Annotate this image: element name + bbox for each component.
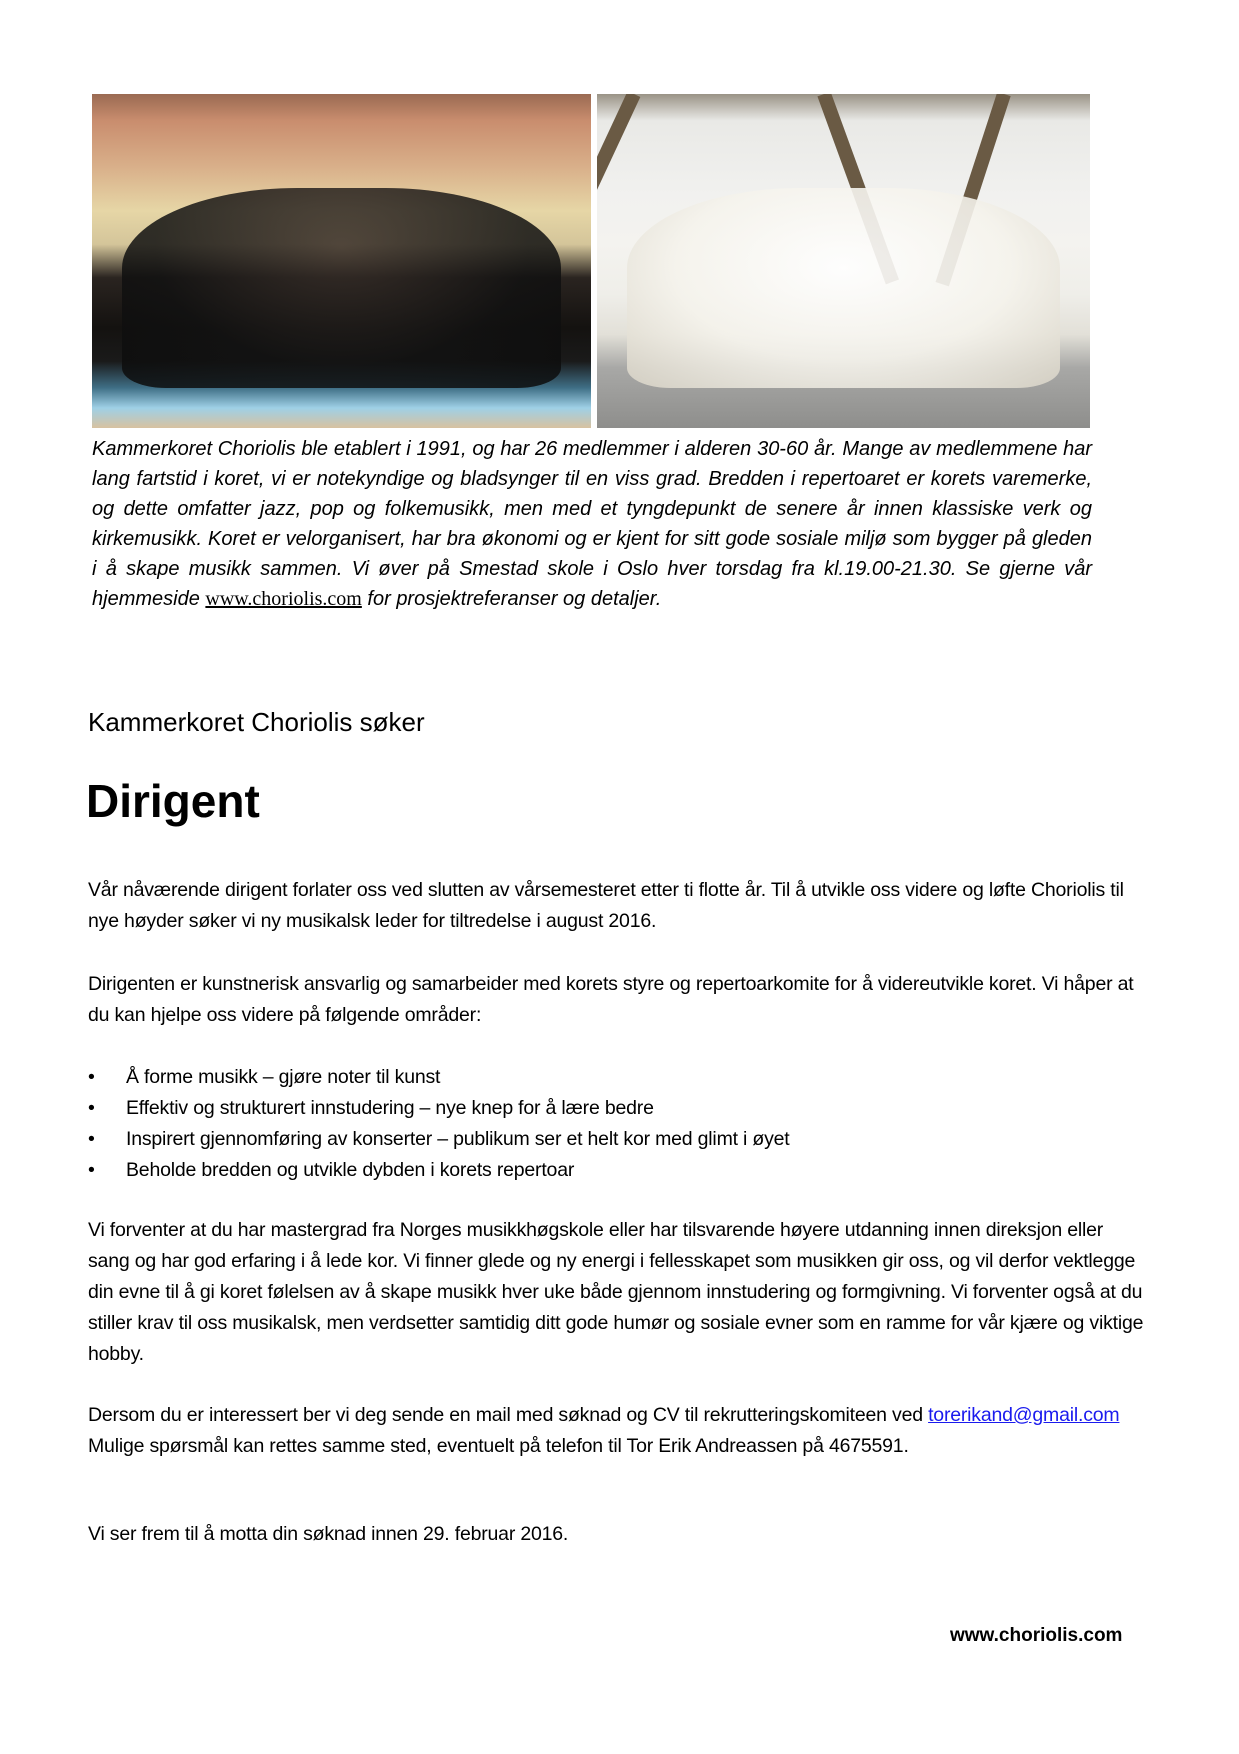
paragraph-deadline: Vi ser frem til å motta din søknad innen 29. februar 2016. — [88, 1523, 569, 1545]
list-item-text: Beholde bredden og utvikle dybden i korets repertoar — [126, 1159, 575, 1181]
paragraph-role: Dirigenten er kunstnerisk ansvarlig og samarbeider med korets styre og repertoarkomite for å videreutvikle koret. Vi håper at du kan hjelpe oss videre på følgende områder: — [88, 973, 1134, 1026]
list-item — [88, 1093, 790, 1124]
bullet-icon: • — [88, 1159, 95, 1181]
bullet-icon: • — [88, 1066, 95, 1088]
subheading: Kammerkoret Choriolis søker — [88, 707, 425, 737]
choir-members-white — [627, 188, 1061, 388]
list-item — [88, 1155, 790, 1186]
website-link[interactable]: www.choriolis.com — [205, 588, 362, 610]
paragraph-intro: Vår nåværende dirigent forlater oss ved slutten av vårsemesteret etter ti flotte år. Til å utvikle oss videre og løfte Choriolis til nye høyder søker vi ny musikalsk leder for tiltredelse i august 2016. — [88, 879, 1124, 932]
list-item-text: Inspirert gjennomføring av konserter – publikum ser et helt kor med glimt i øyet — [126, 1128, 790, 1150]
choir-members-black — [122, 188, 561, 388]
bullet-icon: • — [88, 1097, 95, 1119]
paragraph-contact — [88, 1400, 1148, 1462]
choir-photo-black — [92, 94, 591, 428]
contact-text-end: Mulige spørsmål kan rettes samme sted, eventuelt på telefon til Tor Erik Andreassen på 4675591. — [88, 1404, 1130, 1457]
email-link[interactable]: torerikand@gmail.com — [928, 1404, 1120, 1426]
bullet-icon: • — [88, 1128, 95, 1150]
list-item — [88, 1062, 790, 1093]
page-title: Dirigent — [86, 775, 260, 827]
paragraph-expectations: Vi forventer at du har mastergrad fra Norges musikkhøgskole eller har tilsvarende høyere utdanning innen direksjon eller sang og har god erfaring i å lede kor. Vi finner glede og ny energi i fellesskapet som musikken gir oss, og vil derfor vektlegge din evne til å gi koret følelsen av å skape musikk hver uke både gjennom innstudering og formgivning. Vi forventer også at du stiller krav til oss musikalsk, men verdsetter samtidig ditt gode humør og sosiale evner som en ramme for vår kjære og viktige hobby. — [88, 1219, 1144, 1365]
footer-website[interactable]: www.choriolis.com — [950, 1625, 1123, 1646]
intro-text: Kammerkoret Choriolis ble etablert i 1991, og har 26 medlemmer i alderen 30-60 år. Mange av medlemmene har lang fartstid i koret, vi er notekyndige og bladsynger til en viss grad. Bredden i repertoaret er korets varemerke, og dette omfatter jazz, pop og folkemusikk, men med et tyngdepunkt de senere år innen klassiske verk og kirkemusikk. Koret er velorganisert, har bra økonomi og er kjent for sitt gode sosiale miljø som bygger på gleden i å skape musikk sammen. Vi øver på Smestad skole i Oslo hver torsdag fra kl.19.00-21.30. Se gjerne vår hjemmeside — [92, 438, 1092, 610]
focus-areas-list — [88, 1062, 790, 1186]
list-item-text: Effektiv og strukturert innstudering – nye knep for å lære bedre — [126, 1097, 654, 1119]
contact-text: Dersom du er interessert ber vi deg sende en mail med søknad og CV til rekrutteringskomiteen ved — [88, 1404, 929, 1426]
choir-photo-white — [597, 94, 1090, 428]
intro-caption — [92, 434, 1092, 614]
intro-text-end: for prosjektreferanser og detaljer. — [361, 588, 662, 610]
list-item — [88, 1124, 790, 1155]
list-item-text: Å forme musikk – gjøre noter til kunst — [126, 1066, 441, 1088]
